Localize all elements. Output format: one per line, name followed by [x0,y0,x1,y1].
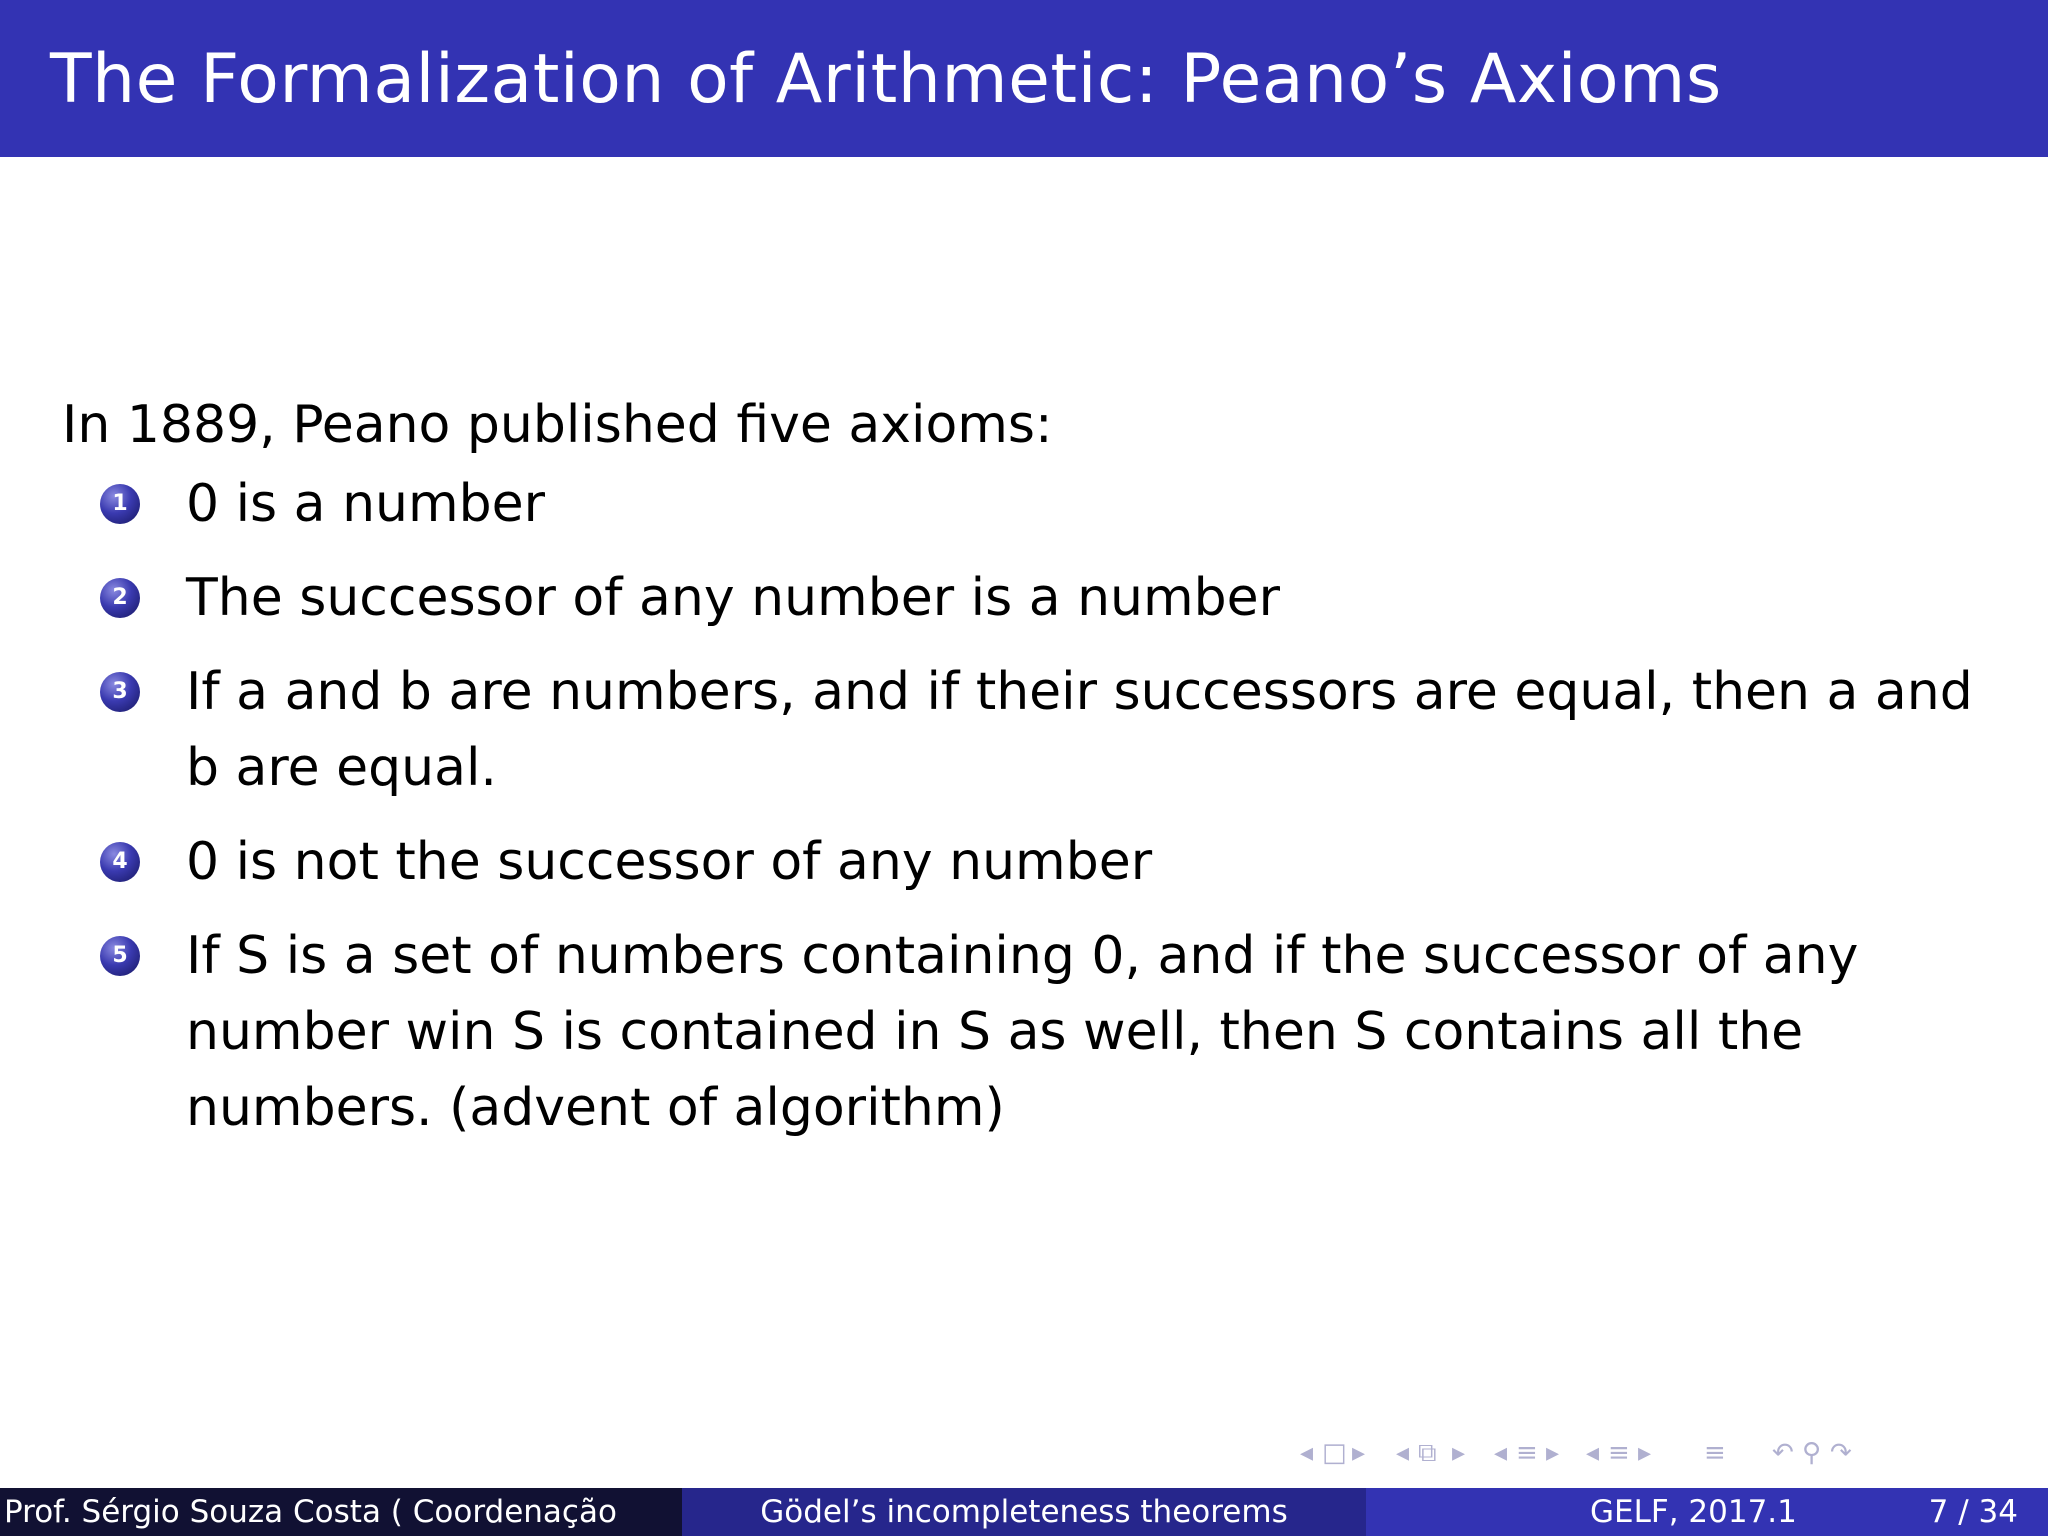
nav-slide-icon[interactable]: ⧉ [1418,1438,1437,1468]
nav-prev-subsection-icon[interactable]: ◂ [1586,1438,1600,1468]
nav-back-icon[interactable]: ↶ [1772,1438,1794,1468]
nav-prev-frame-icon[interactable]: ◂ [1300,1438,1314,1468]
axiom-item-1 [62,466,2002,542]
axiom-item-2 [62,560,2002,636]
intro-text: In 1889, Peano published five axioms: [62,395,1053,455]
axiom-text: 0 is a number [186,474,546,534]
nav-subsection-icon[interactable]: ≡ [1608,1438,1630,1468]
nav-search-icon[interactable]: ⚲ [1802,1438,1822,1468]
nav-forward-icon[interactable]: ↷ [1830,1438,1852,1468]
page-number: 7 / 34 [1928,1494,2018,1530]
axiom-text: If a and b are numbers, and if their successors are equal, then a and b are equal. [186,662,1973,798]
numbered-bullet: 1 [100,484,140,524]
axiom-item-5 [62,918,2002,1146]
nav-prev-slide-icon[interactable]: ◂ [1396,1438,1410,1468]
axiom-text: The successor of any number is a number [186,568,1281,628]
nav-align-icon[interactable]: ≡ [1704,1438,1726,1468]
nav-section-icon[interactable]: ≡ [1516,1438,1538,1468]
footer-right [1366,1488,2048,1536]
footer-conference: GELF, 2017.1 [1590,1494,1797,1530]
beamer-navigation [1300,1438,2040,1478]
numbered-bullet: 5 [100,936,140,976]
nav-next-slide-icon[interactable]: ▸ [1452,1438,1466,1468]
numbered-bullet: 2 [100,578,140,618]
nav-next-section-icon[interactable]: ▸ [1546,1438,1560,1468]
numbered-bullet: 3 [100,672,140,712]
nav-next-frame-icon[interactable]: ▸ [1352,1438,1366,1468]
nav-next-subsection-icon[interactable]: ▸ [1638,1438,1652,1468]
footer-author: Prof. Sérgio Souza Costa ( Coordenação [0,1488,682,1536]
nav-frame-icon[interactable]: □ [1322,1438,1347,1468]
axiom-item-4 [62,824,2002,900]
axiom-text: If S is a set of numbers containing 0, and if the successor of any number win S is contained in S as well, then S contains all the numbers. (advent of algorithm) [186,926,1859,1138]
slide-content [62,392,2002,1164]
footer-talk-title: Gödel’s incompleteness theorems [682,1488,1366,1536]
nav-prev-section-icon[interactable]: ◂ [1494,1438,1508,1468]
numbered-bullet: 4 [100,842,140,882]
axiom-text: 0 is not the successor of any number [186,832,1153,892]
axiom-list [62,466,2002,1146]
slide-title: The Formalization of Arithmetic: Peano’s Axioms [50,40,1722,119]
axiom-item-3 [62,654,2002,806]
title-bar [0,0,2048,157]
footer [0,1488,2048,1536]
